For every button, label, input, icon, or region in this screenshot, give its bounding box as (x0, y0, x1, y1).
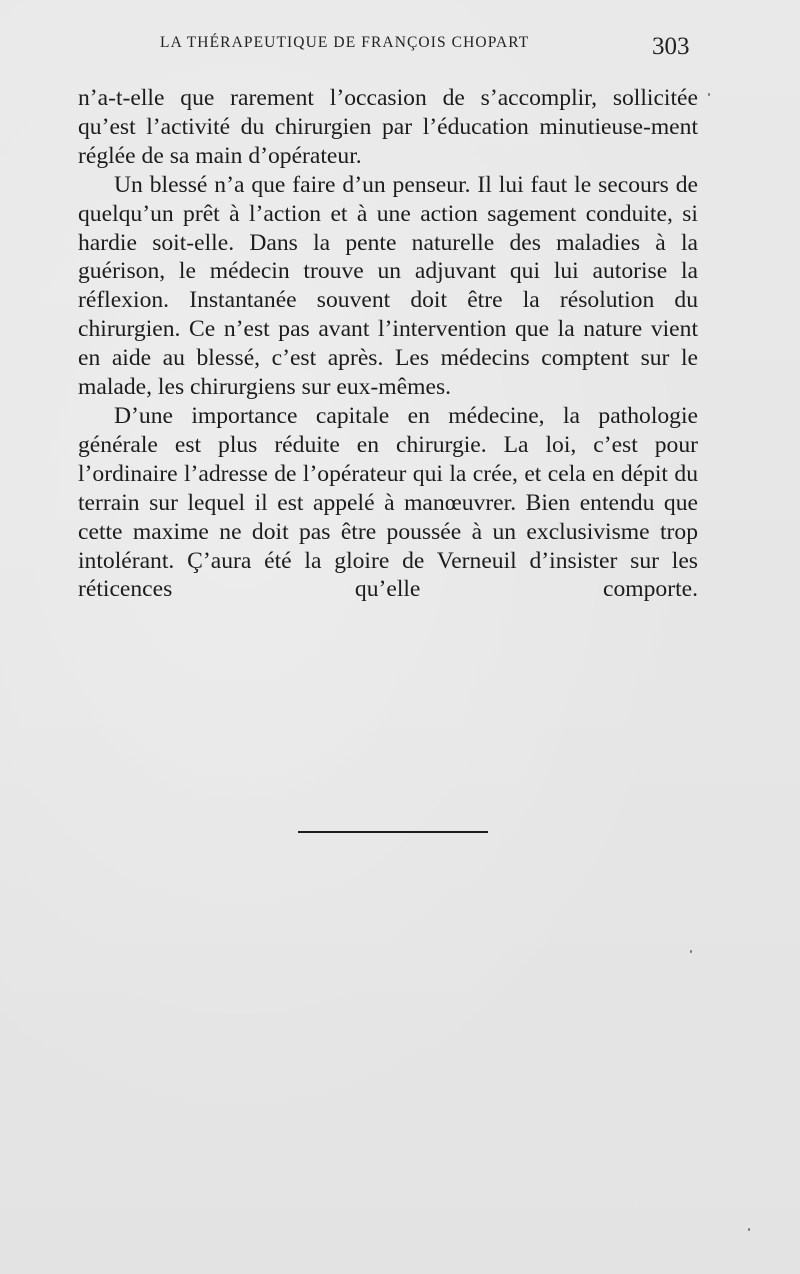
paper-speck (748, 1228, 750, 1231)
paper-speck (690, 950, 692, 953)
section-end-rule (298, 831, 488, 833)
paragraph-general-pathology: D’une importance capitale en médecine, la pathologie générale est plus réduite en chirurgie. La loi, c’est pour l’ordinaire l’adresse de l’opérateur qui la crée, et cela en dépit du terrain sur lequel il est appelé à manœuvrer. Bien entendu que cette maxime ne doit pas être poussée à un exclusivisme trop intolérant. Ç’aura été la gloire de Verneuil d’insister sur les réticences qu’elle comporte. (78, 402, 698, 603)
paragraph-surgeon-action: Un blessé n’a que faire d’un penseur. Il lui faut le secours de quelqu’un prêt à l’action et à une action sagement conduite, si hardie soit-elle. Dans la pente naturelle des maladies à la guérison, le médecin trouve un adjuvant qui lui autorise la réflexion. Instantanée souvent doit être la résolution du chirurgien. Ce n’est pas avant l’intervention que la nature vient en aide au blessé, c’est après. Les médecins comptent sur le malade, les chirurgiens sur eux-mêmes. (78, 171, 698, 401)
paper-speck (708, 93, 710, 96)
page-number: 303 (652, 33, 690, 60)
paragraph-continuation: n’a-t-elle que rarement l’occasion de s’accomplir, sollicitée qu’est l’activité du chirurgien par l’éducation minutieuse-ment réglée de sa main d’opérateur. (78, 85, 698, 169)
body-text (78, 84, 698, 604)
running-head-title: LA THÉRAPEUTIQUE DE FRANÇOIS CHOPART (160, 34, 530, 51)
